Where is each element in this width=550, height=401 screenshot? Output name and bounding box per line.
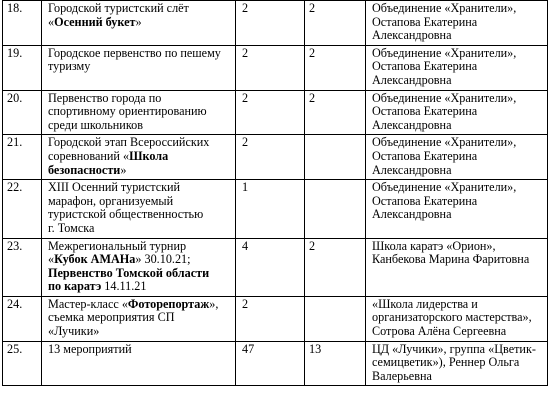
table-row bbox=[3, 90, 548, 135]
row-number: 23. bbox=[3, 238, 42, 296]
event-name-text: 14.11.21 bbox=[101, 279, 147, 294]
event-name-bold-text: по каратэ bbox=[48, 279, 102, 294]
organizer-line: Школа каратэ «Орион», bbox=[372, 238, 496, 253]
event-name-line bbox=[48, 325, 232, 339]
event-name-line bbox=[48, 195, 232, 209]
event-name-line bbox=[48, 253, 232, 267]
count-cell-a: 1 bbox=[236, 180, 305, 238]
event-name-line bbox=[48, 343, 232, 357]
row-number: 19. bbox=[3, 45, 42, 90]
event-name-cell bbox=[42, 238, 236, 296]
organizer-cell bbox=[366, 135, 548, 180]
organizer-line: Канбекова Марина Фаритовна bbox=[372, 252, 530, 267]
count-cell-b: 2 bbox=[305, 1, 366, 46]
table-row bbox=[3, 45, 548, 90]
table-row bbox=[3, 296, 548, 341]
organizer-line: Александровна bbox=[372, 28, 452, 43]
organizer-line: Остапова Екатерина bbox=[372, 148, 478, 163]
event-name-bold-text: Первенство Томской области bbox=[48, 265, 210, 280]
event-name-bold-text: Осенний букет bbox=[54, 14, 136, 29]
event-name-line bbox=[48, 119, 232, 133]
count-cell-a: 2 bbox=[236, 90, 305, 135]
event-name-cell bbox=[42, 180, 236, 238]
count-cell-a: 47 bbox=[236, 341, 305, 386]
table-row bbox=[3, 341, 548, 386]
event-name-cell bbox=[42, 296, 236, 341]
organizer-line: Объединение «Хранители», bbox=[372, 45, 517, 60]
count-cell-b: 2 bbox=[305, 45, 366, 90]
event-name-text: « bbox=[48, 252, 55, 267]
event-name-cell bbox=[42, 1, 236, 46]
count-cell-b bbox=[305, 180, 366, 238]
event-name-cell bbox=[42, 341, 236, 386]
table-row bbox=[3, 1, 548, 46]
organizer-line: Александровна bbox=[372, 117, 452, 132]
organizer-line: Остапова Екатерина bbox=[372, 59, 478, 74]
event-name-text: Городской туристский слёт bbox=[48, 1, 189, 15]
count-cell-a: 2 bbox=[236, 45, 305, 90]
count-cell-a: 2 bbox=[236, 1, 305, 46]
event-name-text: марафон, организуемый bbox=[48, 193, 174, 208]
organizer-cell bbox=[366, 341, 548, 386]
event-name-text: Городское первенство по пешему bbox=[48, 45, 221, 60]
event-name-line bbox=[48, 240, 232, 254]
event-name-line bbox=[48, 105, 232, 119]
table-row bbox=[3, 180, 548, 238]
organizer-line: Остапова Екатерина bbox=[372, 104, 478, 119]
organizer-line: Александровна bbox=[372, 162, 452, 177]
organizer-line: семицветик»), Реннер Ольга bbox=[372, 355, 520, 370]
organizer-line: Объединение «Хранители», bbox=[372, 180, 517, 195]
organizer-cell bbox=[366, 180, 548, 238]
event-name-text: 13 мероприятий bbox=[48, 341, 132, 356]
event-name-cell bbox=[42, 90, 236, 135]
count-cell-b bbox=[305, 296, 366, 341]
event-name-cell bbox=[42, 135, 236, 180]
event-name-line bbox=[48, 267, 232, 281]
event-name-text: туристской общественностью bbox=[48, 207, 204, 222]
event-name-line bbox=[48, 298, 232, 312]
event-name-text: Первенство города по bbox=[48, 90, 162, 105]
event-name-text: Городской этап Всероссийских bbox=[48, 135, 210, 150]
event-name-text: съемка мероприятия СП bbox=[48, 310, 175, 325]
organizer-cell bbox=[366, 1, 548, 46]
organizer-line: Объединение «Хранители», bbox=[372, 90, 517, 105]
event-name-line bbox=[48, 208, 232, 222]
event-name-bold-text: безопасности bbox=[48, 162, 121, 177]
organizer-line: Александровна bbox=[372, 72, 452, 87]
event-name-line bbox=[48, 2, 232, 16]
count-cell-a: 2 bbox=[236, 296, 305, 341]
organizer-cell bbox=[366, 45, 548, 90]
count-cell-a: 2 bbox=[236, 135, 305, 180]
table-body bbox=[3, 1, 548, 386]
event-name-text: « bbox=[48, 14, 55, 29]
event-name-line bbox=[48, 150, 232, 164]
row-number: 20. bbox=[3, 90, 42, 135]
row-number: 25. bbox=[3, 341, 42, 386]
event-name-line bbox=[48, 16, 232, 30]
organizer-line: Сотрова Алёна Сергеевна bbox=[372, 324, 507, 339]
organizer-line: Объединение «Хранители», bbox=[372, 135, 517, 150]
organizer-line: Остапова Екатерина bbox=[372, 193, 478, 208]
count-cell-a: 4 bbox=[236, 238, 305, 296]
event-name-bold-text: Кубок АМАНа bbox=[54, 252, 136, 267]
event-name-line bbox=[48, 311, 232, 325]
event-name-text: » 30.10.21; bbox=[135, 252, 191, 267]
event-name-bold-text: Школа bbox=[129, 148, 169, 163]
event-name-text: «Лучики» bbox=[48, 324, 100, 339]
row-number: 21. bbox=[3, 135, 42, 180]
count-cell-b: 2 bbox=[305, 238, 366, 296]
event-name-line bbox=[48, 280, 232, 294]
row-number: 22. bbox=[3, 180, 42, 238]
event-name-bold-text: Фоторепортаж bbox=[127, 296, 210, 311]
organizer-cell bbox=[366, 90, 548, 135]
organizer-line: Валерьевна bbox=[372, 368, 432, 383]
organizer-line: «Школа лидерства и bbox=[372, 296, 478, 311]
organizer-line: Остапова Екатерина bbox=[372, 14, 478, 29]
event-name-line bbox=[48, 222, 232, 236]
event-name-line bbox=[48, 181, 232, 195]
event-name-text: Мастер-класс « bbox=[48, 296, 128, 311]
count-cell-b: 13 bbox=[305, 341, 366, 386]
event-name-text: спортивному ориентированию bbox=[48, 104, 207, 119]
organizer-cell bbox=[366, 238, 548, 296]
event-name-line bbox=[48, 92, 232, 106]
table-row bbox=[3, 135, 548, 180]
row-number: 18. bbox=[3, 1, 42, 46]
table-row bbox=[3, 238, 548, 296]
event-name-cell bbox=[42, 45, 236, 90]
organizer-cell bbox=[366, 296, 548, 341]
organizer-line: Александровна bbox=[372, 207, 452, 222]
event-name-line bbox=[48, 136, 232, 150]
event-name-text: » bbox=[120, 162, 127, 177]
row-number: 24. bbox=[3, 296, 42, 341]
organizer-line: Объединение «Хранители», bbox=[372, 1, 517, 15]
event-name-text: соревнований « bbox=[48, 148, 130, 163]
event-name-text: » bbox=[135, 14, 142, 29]
organizer-line: организаторского мастерства», bbox=[372, 310, 532, 325]
event-name-text: туризму bbox=[48, 59, 91, 74]
events-table bbox=[2, 0, 548, 386]
event-name-line bbox=[48, 164, 232, 178]
event-name-text: XIII Осенний туристский bbox=[48, 180, 181, 195]
organizer-line: ЦД «Лучики», группа «Цветик- bbox=[372, 341, 536, 356]
event-name-text: », bbox=[209, 296, 219, 311]
event-name-line bbox=[48, 60, 232, 74]
event-name-line bbox=[48, 47, 232, 61]
event-name-text: среди школьников bbox=[48, 117, 143, 132]
count-cell-b: 2 bbox=[305, 90, 366, 135]
count-cell-b bbox=[305, 135, 366, 180]
event-name-text: Межрегиональный турнир bbox=[48, 238, 187, 253]
event-name-text: г. Томска bbox=[48, 220, 95, 235]
